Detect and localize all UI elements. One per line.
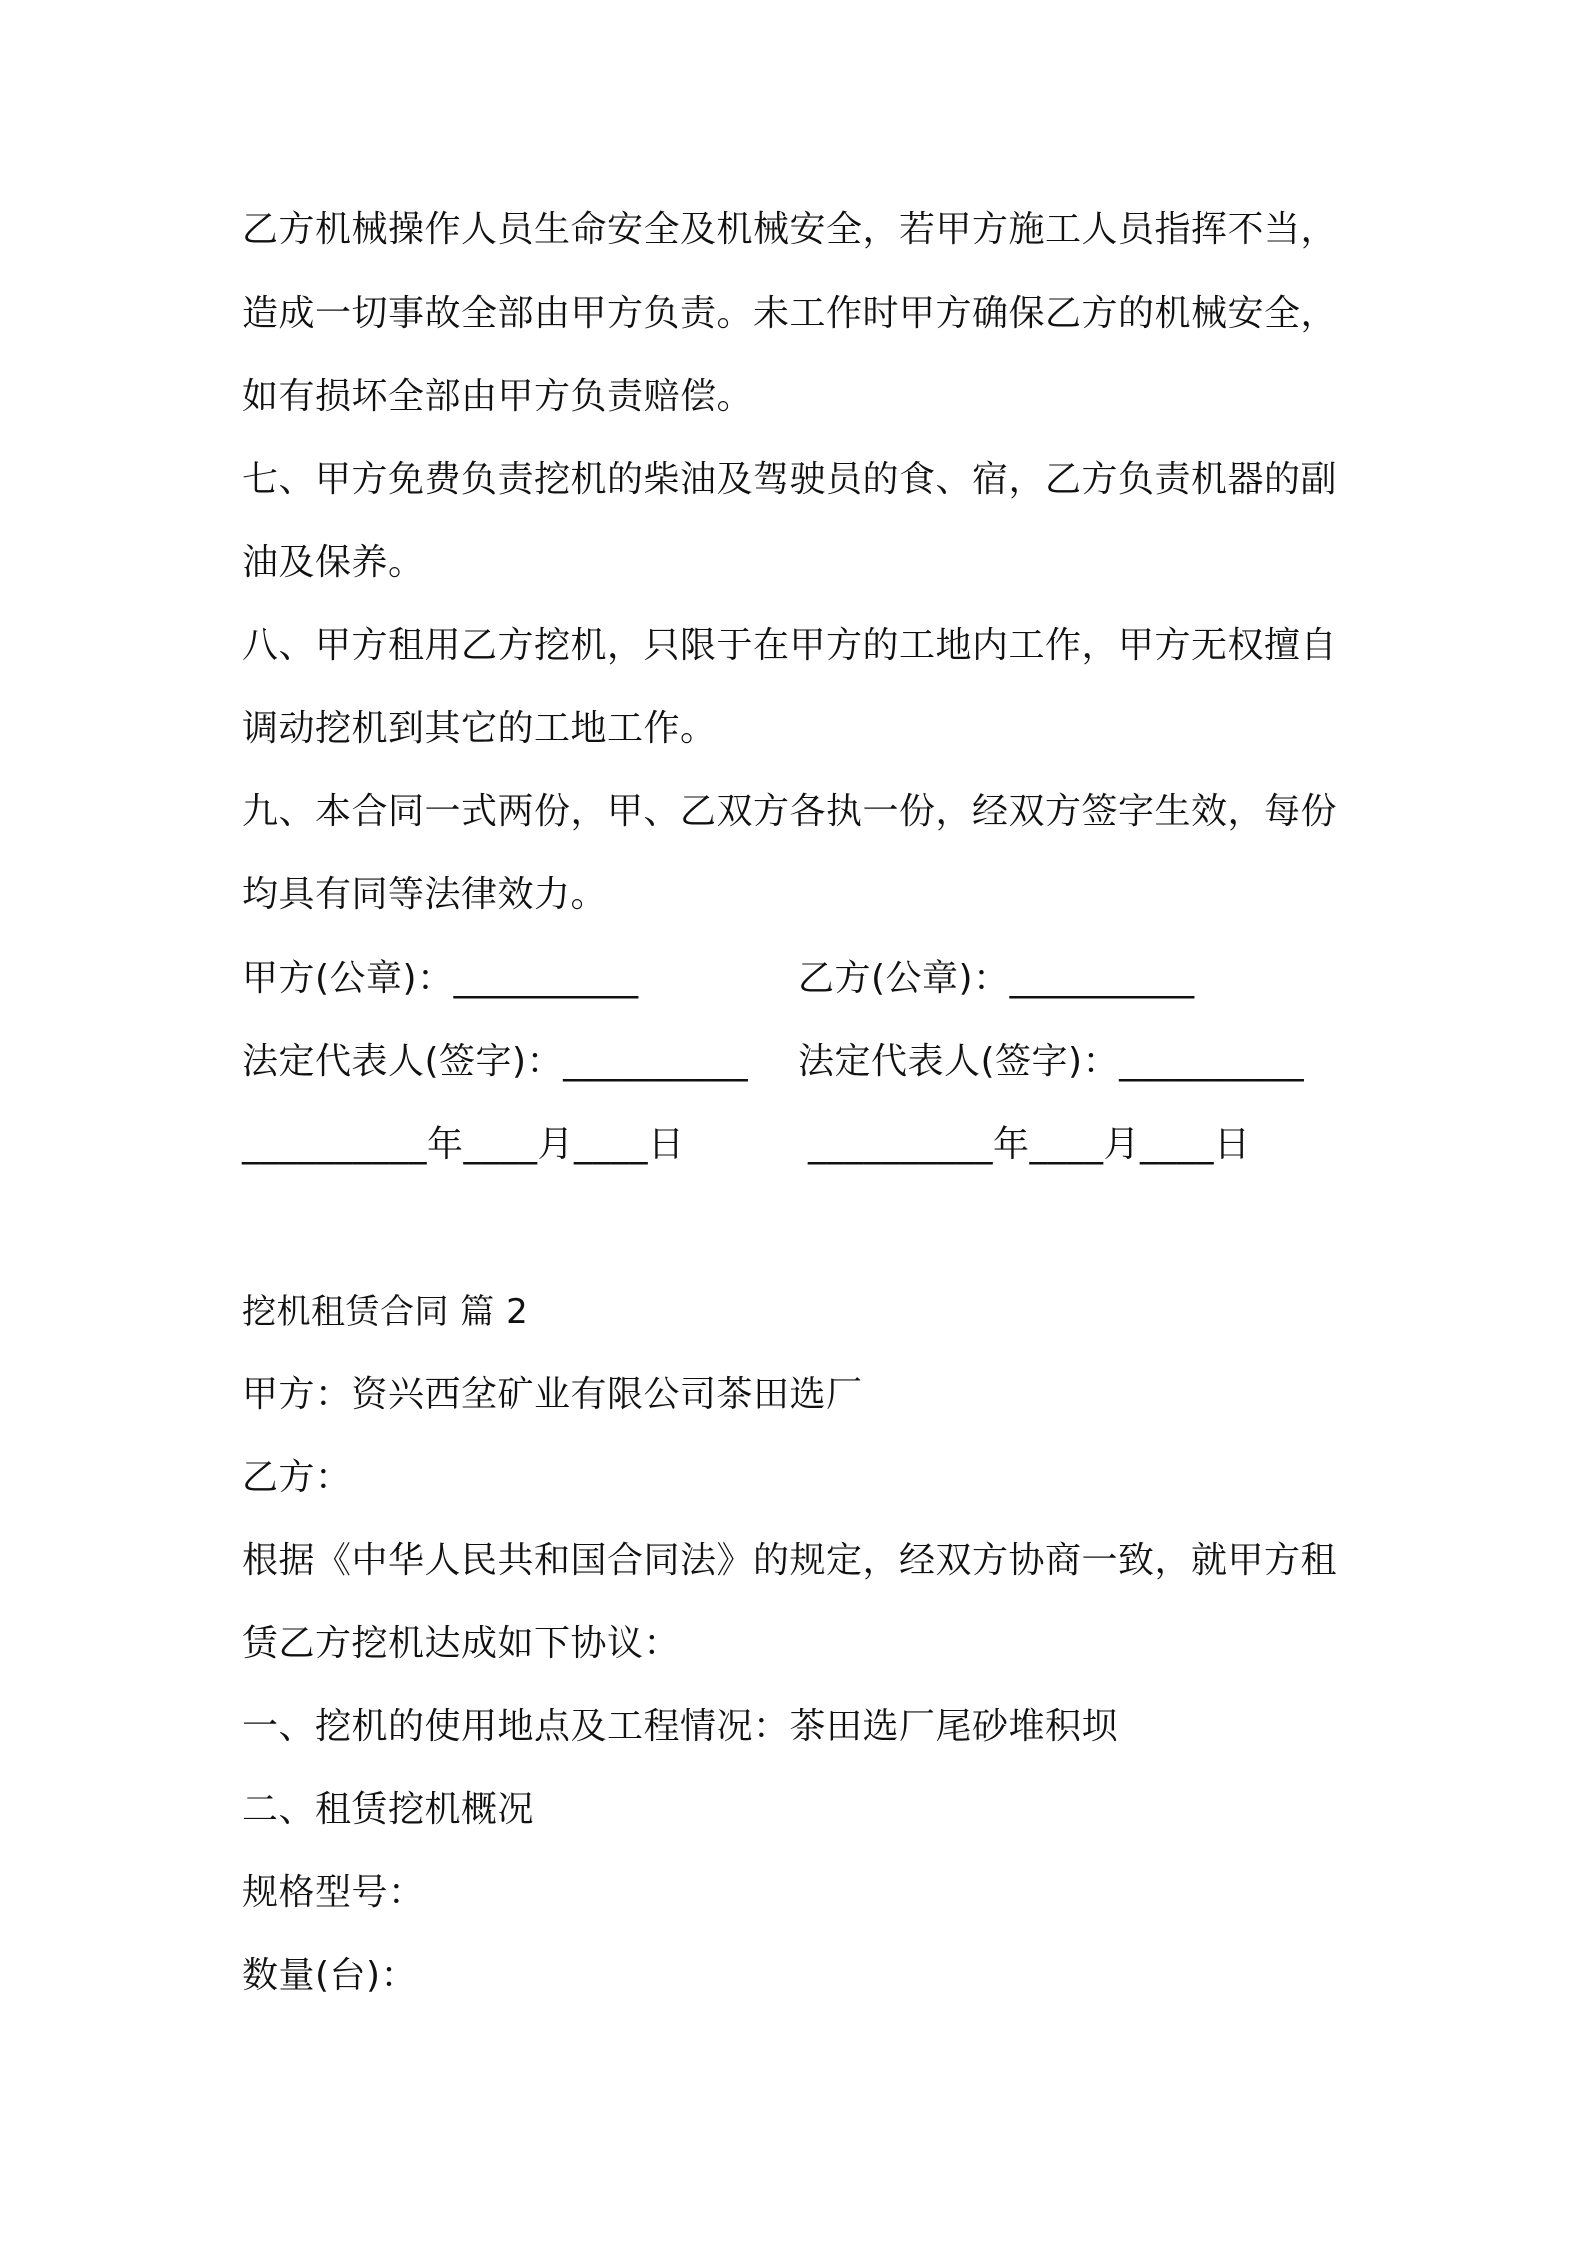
contract-2-preamble-line-2: 赁乙方挖机达成如下协议： <box>242 1623 681 1664</box>
clause-seven-line-2: 油及保养。 <box>242 542 425 583</box>
contract-2-preamble-line-1: 根据《中华人民共和国合同法》的规定，经双方协商一致，就甲方租 <box>242 1540 1338 1581</box>
party-a-representative: 法定代表人(签字)：__________ <box>242 1041 749 1082</box>
clause-six-line-1: 乙方机械操作人员生命安全及机械安全，若甲方施工人员指挥不当， <box>242 209 1338 250</box>
party-b-representative: 法定代表人(签字)：__________ <box>798 1041 1305 1082</box>
clause-seven-line-1: 七、甲方免费负责挖机的柴油及驾驶员的食、宿，乙方负责机器的副 <box>242 459 1338 500</box>
contract-2-title: 挖机租赁合同 篇 2 <box>242 1292 529 1332</box>
clause-eight-line-1: 八、甲方租用乙方挖机，只限于在甲方的工地内工作，甲方无权擅自 <box>242 625 1338 666</box>
clause-six-line-2: 造成一切事故全部由甲方负责。未工作时甲方确保乙方的机械安全， <box>242 293 1338 334</box>
clause-eight-line-2: 调动挖机到其它的工地工作。 <box>242 708 717 749</box>
contract-2-party-a: 甲方：资兴西坌矿业有限公司茶田选厂 <box>242 1374 863 1415</box>
party-b-seal: 乙方(公章)：__________ <box>798 958 1195 999</box>
contract-2-item-2: 二、租赁挖机概况 <box>242 1789 535 1830</box>
clause-nine-line-2: 均具有同等法律效力。 <box>242 874 608 915</box>
contract-2-quantity: 数量(台)： <box>242 1955 418 1996</box>
party-a-date: __________年____月____日 <box>242 1124 685 1165</box>
clause-six-line-3: 如有损坏全部由甲方负责赔偿。 <box>242 376 754 417</box>
clause-nine-line-1: 九、本合同一式两份，甲、乙双方各执一份，经双方签字生效，每份 <box>242 791 1338 832</box>
party-b-date: __________年____月____日 <box>808 1124 1251 1165</box>
contract-2-party-b: 乙方： <box>242 1457 352 1498</box>
party-a-seal: 甲方(公章)：__________ <box>242 958 639 999</box>
contract-2-item-1: 一、挖机的使用地点及工程情况：茶田选厂尾砂堆积坝 <box>242 1706 1119 1747</box>
contract-2-spec: 规格型号： <box>242 1872 425 1913</box>
